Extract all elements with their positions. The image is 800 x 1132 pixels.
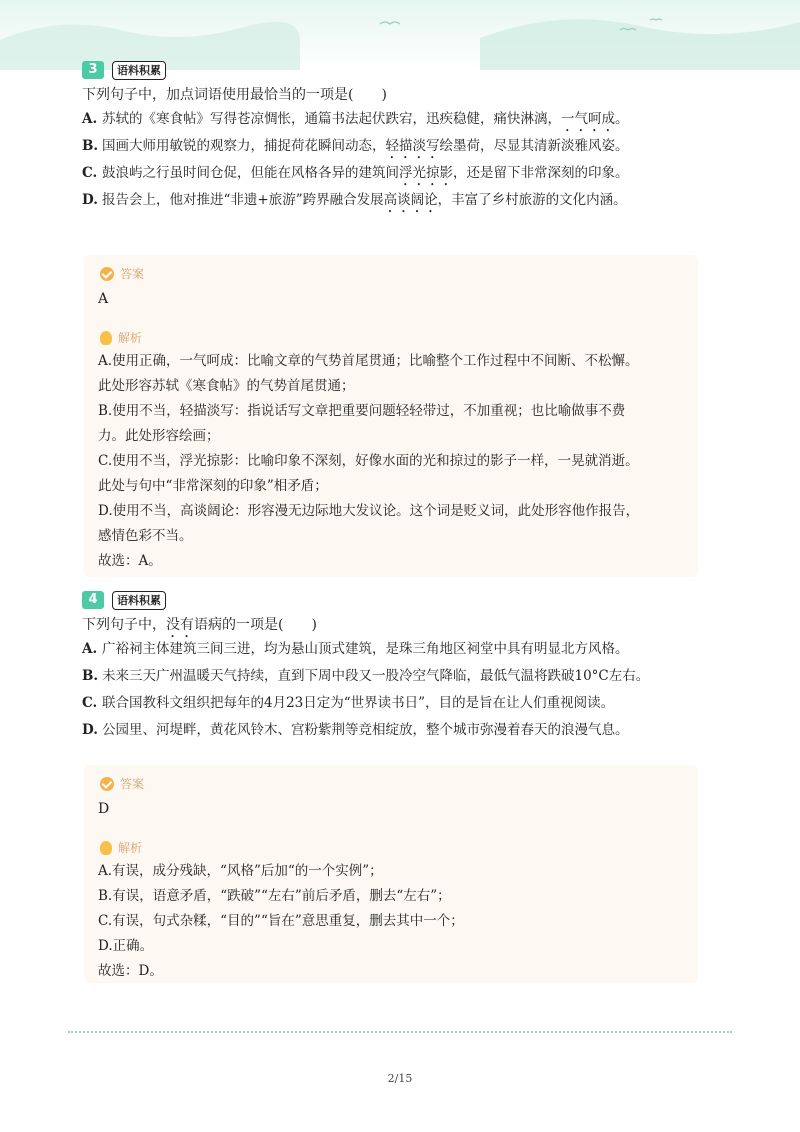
- analysis-text: A.有误，成分残缺，“风格”后加“的一个实例”； B.有误，语意矛盾，“跌破”“左右”前后矛盾，删去“左右”； C.有误，句式杂糅，“目的”“旨在”意思重复，删去其中一个； D.正确。 故选：D。: [98, 863, 464, 979]
- option-a: A. 苏轼的《寒食帖》写得苍凉惆怅，通篇书法起伏跌宕，迅疾稳健，痛快淋漓，一气呵成。: [82, 111, 629, 127]
- option-b: B. 未来三天广州温暖天气持续，直到下周中段又一股冷空气降临，最低气温将跌破10°C左右。: [82, 668, 650, 684]
- option-a: A. 广裕祠主体建筑三间三进，均为悬山顶式建筑，是珠三角地区祠堂中具有明显北方风格。: [82, 641, 629, 657]
- dotted-term: 浮光掠影: [399, 165, 453, 181]
- analysis-label: 解析: [100, 329, 142, 346]
- dotted-term: 一气呵成: [561, 111, 615, 127]
- page-number: 2/15: [387, 1072, 413, 1085]
- check-icon: [100, 267, 114, 281]
- dotted-term: 轻描淡写: [385, 138, 440, 154]
- dotted-term: 没有: [166, 617, 194, 633]
- answer-value: D: [98, 801, 110, 817]
- option-c: C. 鼓浪屿之行虽时间仓促，但能在风格各异的建筑间浮光掠影，还是留下非常深刻的印象。: [82, 165, 629, 181]
- lightbulb-icon: [100, 841, 112, 855]
- option-b: B. 国画大师用敏锐的观察力，捕捉荷花瞬间动态，轻描淡写绘墨荷，尽显其清新淡雅风姿。: [82, 138, 629, 154]
- question-number: 3: [82, 61, 104, 79]
- question-tag: 语料积累: [112, 61, 166, 80]
- question-tag: 语料积累: [112, 591, 166, 610]
- question-header: [82, 590, 722, 610]
- analysis-label: 解析: [100, 839, 142, 856]
- dotted-term: 高谈阔论: [383, 192, 438, 208]
- answer-label: 答案: [100, 775, 144, 792]
- footer-divider: [68, 1031, 732, 1033]
- option-c: C. 联合国教科文组织把每年的4月23日定为“世界读书日”，目的是旨在让人们重视阅读。: [82, 695, 615, 711]
- check-icon: [100, 777, 114, 791]
- lightbulb-icon: [100, 331, 112, 345]
- question-number: 4: [82, 591, 104, 609]
- question-3: [82, 60, 722, 214]
- answer-box-3: [84, 255, 698, 577]
- question-header: [82, 60, 722, 80]
- analysis-text: A.使用正确，一气呵成：比喻文章的气势首尾贯通；比喻整个工作过程中不间断、不松懈。 此处形容苏轼《寒食帖》的气势首尾贯通； B.使用不当，轻描淡写：指说话写文章把重要问题轻轻带过，不加重视；也比喻做事不费 力。此处形容绘画； C.使用不当，浮光掠影：比喻印象不深刻，好像水面的光和掠过的影子一样，一晃就消逝。 此处与句中“非常深刻的印象”相矛盾； D.使用不当，高谈阔论：形容漫无边际地大发议论。这个词是贬义词，此处形容他作报告， 感情色彩不当。 故选：A。: [98, 353, 640, 569]
- answer-value: A: [98, 291, 109, 307]
- question-stem: 下列句子中，没有语病的一项是( ): [82, 617, 317, 633]
- question-4: [82, 590, 722, 744]
- option-d: D. 公园里、河堤畔，黄花风铃木、宫粉紫荆等竞相绽放，整个城市弥漫着春天的浪漫气息。: [82, 722, 629, 738]
- answer-label: 答案: [100, 265, 144, 282]
- answer-box-4: [84, 765, 698, 983]
- question-stem: 下列句子中，加点词语使用最恰当的一项是( ): [82, 87, 387, 103]
- option-d: D. 报告会上，他对推进“非遗+旅游”跨界融合发展高谈阔论，丰富了乡村旅游的文化内涵。: [82, 192, 627, 208]
